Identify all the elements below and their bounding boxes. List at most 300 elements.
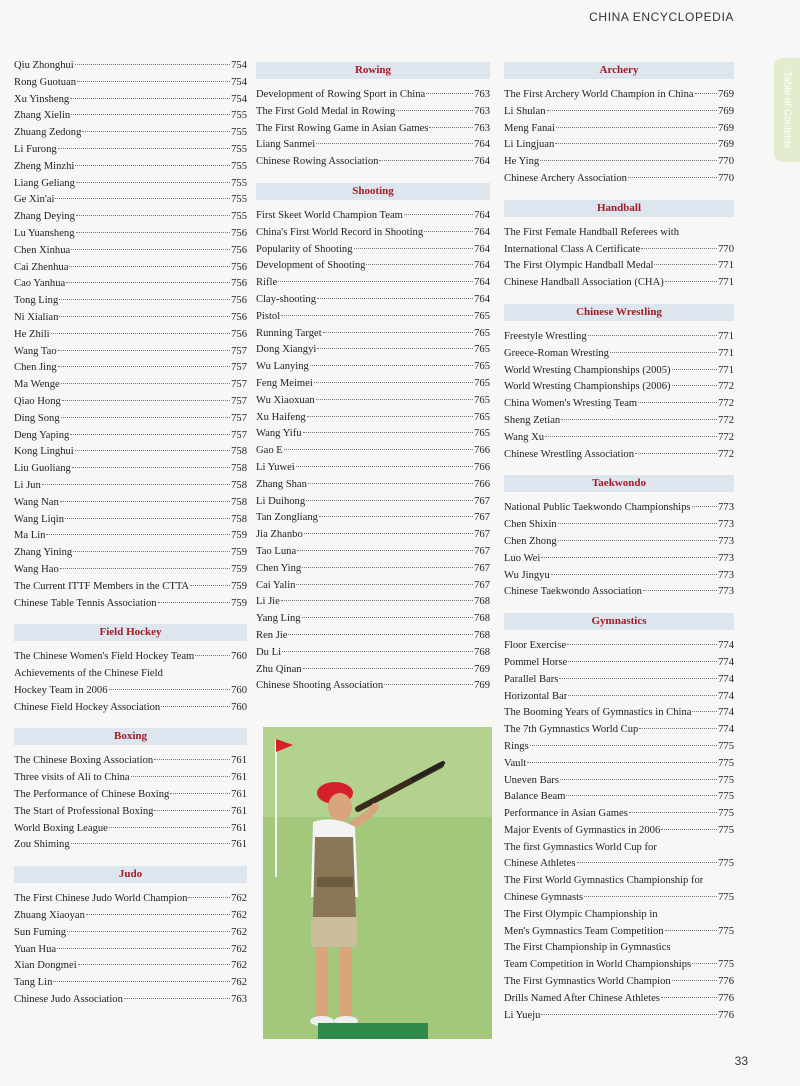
- toc-entry[interactable]: [256, 326, 490, 343]
- toc-entry[interactable]: [14, 770, 247, 787]
- dot-leader: [58, 350, 230, 351]
- entry-title: Zhuang Zedong: [14, 127, 82, 139]
- toc-entry[interactable]: [14, 753, 247, 770]
- entry-page-number: 770: [718, 172, 734, 184]
- entry-page-number: 771: [718, 260, 734, 272]
- toc-entry[interactable]: [14, 528, 247, 545]
- toc-entry[interactable]: [14, 461, 247, 478]
- entry-title: Deng Yaping: [14, 429, 70, 441]
- toc-entry[interactable]: [256, 292, 490, 309]
- toc-entry[interactable]: [14, 293, 247, 310]
- entry-title: Tao Luna: [256, 545, 297, 557]
- toc-entry[interactable]: [14, 58, 247, 75]
- entry-page-number: 765: [474, 411, 490, 423]
- dot-leader: [70, 98, 230, 99]
- toc-entry[interactable]: [504, 121, 734, 138]
- entry-title: Cao Yanhua: [14, 278, 66, 290]
- dot-leader: [672, 369, 718, 370]
- dot-leader: [561, 419, 717, 420]
- toc-entry[interactable]: [14, 596, 247, 613]
- toc-entry[interactable]: [504, 275, 734, 292]
- toc-entry[interactable]: [504, 104, 734, 121]
- toc-column-1: [14, 58, 247, 1009]
- toc-entry[interactable]: [14, 992, 247, 1009]
- entry-title: Ge Xin'ai: [14, 194, 55, 206]
- dot-leader: [53, 981, 230, 982]
- entry-title: Chinese Gymnasts: [504, 892, 584, 904]
- entry-title: Men's Gymnastics Team Competition: [504, 925, 664, 937]
- entry-page-number: 775: [718, 959, 734, 971]
- dot-leader: [643, 590, 717, 591]
- toc-entry[interactable]: [14, 428, 247, 445]
- toc-entry[interactable]: [504, 890, 734, 907]
- toc-entry[interactable]: [504, 534, 734, 551]
- toc-entry[interactable]: [256, 678, 490, 695]
- section-heading: Field Hockey: [14, 624, 247, 641]
- entry-page-number: 775: [718, 740, 734, 752]
- entry-page-number: 759: [231, 530, 247, 542]
- entry-title: Balance Beam: [504, 791, 566, 803]
- entry-page-number: 764: [474, 243, 490, 255]
- dot-leader: [316, 399, 473, 400]
- toc-entry[interactable]: [14, 649, 247, 666]
- dot-leader: [75, 165, 230, 166]
- toc-entry[interactable]: [14, 159, 247, 176]
- entry-page-number: 760: [231, 684, 247, 696]
- toc-entry[interactable]: [256, 258, 490, 275]
- toc-entry[interactable]: [504, 137, 734, 154]
- dot-leader: [57, 948, 230, 949]
- entry-title: Ren Jie: [256, 629, 288, 641]
- entry-title: Wang Yifu: [256, 428, 302, 440]
- toc-entry[interactable]: [14, 975, 247, 992]
- toc-entry[interactable]: [504, 396, 734, 413]
- toc-entry-line[interactable]: [504, 840, 734, 857]
- toc-entry-line[interactable]: [504, 225, 734, 242]
- entry-page-number: 765: [474, 394, 490, 406]
- side-tab[interactable]: [774, 58, 800, 162]
- entry-page-number: 755: [231, 127, 247, 139]
- toc-entry[interactable]: [256, 225, 490, 242]
- toc-entry[interactable]: [256, 242, 490, 259]
- dot-leader: [302, 567, 473, 568]
- entry-page-number: 765: [474, 344, 490, 356]
- toc-entry[interactable]: [256, 376, 490, 393]
- dot-leader: [319, 516, 473, 517]
- toc-entry[interactable]: [256, 460, 490, 477]
- entry-title: He Ying: [504, 156, 540, 168]
- entry-page-number: 754: [231, 76, 247, 88]
- toc-entry[interactable]: [14, 787, 247, 804]
- entry-title: Pistol: [256, 310, 281, 322]
- entry-page-number: 759: [231, 580, 247, 592]
- dot-leader: [61, 417, 230, 418]
- dot-leader: [307, 416, 473, 417]
- toc-entry[interactable]: [256, 393, 490, 410]
- entry-title: The First World Gymnastics Championship for: [504, 875, 704, 887]
- toc-entry-line[interactable]: [504, 940, 734, 957]
- entry-title: Zhu Qinan: [256, 663, 302, 675]
- toc-entry[interactable]: [14, 411, 247, 428]
- toc-entry[interactable]: [504, 773, 734, 790]
- toc-entry[interactable]: [14, 360, 247, 377]
- entry-title: Zhuang Xiaoyan: [14, 910, 85, 922]
- entry-page-number: 775: [718, 791, 734, 803]
- dot-leader: [60, 568, 230, 569]
- toc-entry[interactable]: [504, 346, 734, 363]
- toc-entry[interactable]: [14, 260, 247, 277]
- dot-leader: [195, 655, 230, 656]
- entry-page-number: 772: [718, 414, 734, 426]
- entry-page-number: 773: [718, 569, 734, 581]
- entry-page-number: 768: [474, 629, 490, 641]
- toc-entry[interactable]: [14, 176, 247, 193]
- entry-page-number: 756: [231, 227, 247, 239]
- dot-leader: [556, 127, 717, 128]
- entry-page-number: 755: [231, 194, 247, 206]
- entry-page-number: 761: [231, 789, 247, 801]
- toc-entry[interactable]: [504, 413, 734, 430]
- toc-entry[interactable]: [504, 689, 734, 706]
- entry-title: Liang Geliang: [14, 177, 75, 189]
- toc-entry[interactable]: [256, 275, 490, 292]
- entry-page-number: 765: [474, 428, 490, 440]
- dot-leader: [692, 711, 717, 712]
- toc-entry[interactable]: [504, 739, 734, 756]
- toc-entry[interactable]: [14, 209, 247, 226]
- toc-entry[interactable]: [14, 562, 247, 579]
- toc-entry[interactable]: [256, 662, 490, 679]
- entry-title: Zou Shiming: [14, 839, 70, 851]
- toc-entry[interactable]: [504, 517, 734, 534]
- toc-entry[interactable]: [504, 924, 734, 941]
- toc-entry[interactable]: [256, 309, 490, 326]
- toc-entry[interactable]: [14, 125, 247, 142]
- toc-entry[interactable]: [14, 821, 247, 838]
- toc-entry[interactable]: [14, 683, 247, 700]
- dot-leader: [65, 518, 230, 519]
- toc-entry[interactable]: [504, 568, 734, 585]
- dot-leader: [317, 348, 473, 349]
- toc-entry[interactable]: [504, 756, 734, 773]
- entry-page-number: 762: [231, 977, 247, 989]
- entry-title: Pommel Horse: [504, 656, 568, 668]
- dot-leader: [304, 533, 473, 534]
- entry-page-number: 754: [231, 93, 247, 105]
- toc-entry-line[interactable]: [14, 666, 247, 683]
- toc-entry[interactable]: [256, 527, 490, 544]
- dot-leader: [545, 436, 717, 437]
- entry-title: Chen Ying: [256, 562, 302, 574]
- entry-title: The Current ITTF Members in the CTTA: [14, 580, 190, 592]
- toc-entry[interactable]: [14, 142, 247, 159]
- toc-entry[interactable]: [256, 477, 490, 494]
- dot-leader: [61, 383, 230, 384]
- toc-entry[interactable]: [504, 638, 734, 655]
- toc-entry[interactable]: [14, 495, 247, 512]
- dot-leader: [297, 550, 473, 551]
- dot-leader: [76, 182, 230, 183]
- entry-title: Li Jun: [14, 479, 41, 491]
- toc-entry[interactable]: [256, 561, 490, 578]
- toc-entry[interactable]: [504, 154, 734, 171]
- toc-entry[interactable]: [14, 579, 247, 596]
- entry-page-number: 764: [474, 209, 490, 221]
- toc-entry[interactable]: [256, 359, 490, 376]
- entry-title: Liang Sanmei: [256, 139, 316, 151]
- dot-leader: [558, 523, 717, 524]
- dot-leader: [661, 829, 717, 830]
- toc-entry[interactable]: [14, 226, 247, 243]
- toc-entry[interactable]: [14, 942, 247, 959]
- toc-entry[interactable]: [504, 655, 734, 672]
- toc-entry[interactable]: [504, 242, 734, 259]
- dot-leader: [567, 644, 717, 645]
- toc-entry[interactable]: [504, 806, 734, 823]
- entry-title: Wang Tao: [14, 345, 57, 357]
- toc-entry[interactable]: [14, 512, 247, 529]
- dot-leader: [384, 684, 473, 685]
- toc-entry[interactable]: [14, 276, 247, 293]
- toc-entry[interactable]: [504, 823, 734, 840]
- entry-page-number: 767: [474, 512, 490, 524]
- toc-entry[interactable]: [256, 154, 490, 171]
- dot-leader: [71, 114, 230, 115]
- toc-entry[interactable]: [256, 208, 490, 225]
- dot-leader: [429, 127, 473, 128]
- entry-page-number: 769: [718, 122, 734, 134]
- toc-entry[interactable]: [256, 443, 490, 460]
- entry-title: Ma Wenge: [14, 379, 60, 391]
- toc-entry[interactable]: [256, 611, 490, 628]
- toc-entry[interactable]: [504, 258, 734, 275]
- entry-title: The First Gold Medal in Rowing: [256, 105, 396, 117]
- toc-entry-line[interactable]: [504, 907, 734, 924]
- entry-page-number: 769: [474, 680, 490, 692]
- dot-leader: [303, 432, 474, 433]
- toc-entry[interactable]: [504, 551, 734, 568]
- entry-title: Li Duihong: [256, 495, 306, 507]
- dot-leader: [281, 315, 473, 316]
- toc-entry[interactable]: [14, 108, 247, 125]
- toc-entry[interactable]: [14, 377, 247, 394]
- dot-leader: [288, 634, 473, 635]
- dot-leader: [62, 400, 230, 401]
- entry-title: Zheng Minzhi: [14, 160, 75, 172]
- toc-entry[interactable]: [504, 856, 734, 873]
- entry-title: Xian Dongmei: [14, 960, 77, 972]
- toc-column-2: [256, 58, 490, 695]
- dot-leader: [396, 110, 473, 111]
- entry-page-number: 772: [718, 398, 734, 410]
- toc-entry[interactable]: [14, 394, 247, 411]
- toc-entry[interactable]: [504, 789, 734, 806]
- dot-leader: [76, 215, 230, 216]
- entry-page-number: 756: [231, 328, 247, 340]
- entry-page-number: 767: [474, 579, 490, 591]
- toc-entry[interactable]: [504, 430, 734, 447]
- entry-title: Liu Guoliang: [14, 463, 71, 475]
- entry-title: Tang Lin: [14, 977, 53, 989]
- entry-title: Greece-Roman Wresting: [504, 347, 609, 359]
- entry-page-number: 758: [231, 446, 247, 458]
- entry-title: Chen Shixin: [504, 519, 557, 531]
- toc-entry[interactable]: [504, 500, 734, 517]
- entry-page-number: 757: [231, 395, 247, 407]
- toc-entry[interactable]: [256, 410, 490, 427]
- entry-title: Performance in Asian Games: [504, 808, 628, 820]
- clay-shooter-photo: [263, 727, 492, 1039]
- toc-entry[interactable]: [504, 957, 734, 974]
- dot-leader: [188, 897, 230, 898]
- entry-title: The First Female Handball Referees with: [504, 226, 680, 238]
- toc-entry[interactable]: [504, 584, 734, 601]
- toc-entry[interactable]: [14, 444, 247, 461]
- entry-title: First Skeet World Champion Team: [256, 209, 403, 221]
- entry-title: Li Jie: [256, 596, 280, 608]
- toc-entry[interactable]: [14, 344, 247, 361]
- toc-entry[interactable]: [504, 974, 734, 991]
- entry-page-number: 755: [231, 211, 247, 223]
- toc-entry[interactable]: [504, 87, 734, 104]
- entry-page-number: 776: [718, 992, 734, 1004]
- section-heading: Boxing: [14, 728, 247, 745]
- toc-entry[interactable]: [14, 478, 247, 495]
- entry-title: Uneven Bars: [504, 774, 560, 786]
- entry-title: Hockey Team in 2006: [14, 684, 108, 696]
- toc-entry-line[interactable]: [504, 873, 734, 890]
- dot-leader: [58, 366, 230, 367]
- dot-leader: [665, 281, 717, 282]
- dot-leader: [559, 678, 717, 679]
- toc-entry[interactable]: [14, 700, 247, 717]
- toc-entry[interactable]: [504, 991, 734, 1008]
- toc-entry[interactable]: [504, 379, 734, 396]
- toc-entry[interactable]: [504, 672, 734, 689]
- toc-entry[interactable]: [14, 310, 247, 327]
- toc-entry[interactable]: [504, 329, 734, 346]
- entry-page-number: 765: [474, 361, 490, 373]
- toc-entry[interactable]: [14, 327, 247, 344]
- toc-entry[interactable]: [256, 544, 490, 561]
- dot-leader: [154, 759, 230, 760]
- toc-entry[interactable]: [14, 837, 247, 854]
- toc-entry[interactable]: [256, 137, 490, 154]
- entry-title: The first Gymnastics World Cup for: [504, 841, 657, 853]
- entry-title: The First Olympic Championship in: [504, 908, 658, 920]
- dot-leader: [86, 914, 230, 915]
- entry-page-number: 774: [718, 724, 734, 736]
- toc-entry[interactable]: [14, 243, 247, 260]
- entry-page-number: 764: [474, 226, 490, 238]
- toc-entry[interactable]: [14, 908, 247, 925]
- entry-page-number: 775: [718, 925, 734, 937]
- entry-title: Gao E: [256, 445, 283, 457]
- toc-entry[interactable]: [256, 87, 490, 104]
- dot-leader: [109, 689, 231, 690]
- toc-entry[interactable]: [256, 342, 490, 359]
- entry-title: Du Li: [256, 646, 282, 658]
- toc-entry[interactable]: [504, 171, 734, 188]
- entry-title: Freestyle Wrestling: [504, 330, 587, 342]
- toc-entry[interactable]: [504, 722, 734, 739]
- entry-page-number: 765: [474, 310, 490, 322]
- entry-page-number: 765: [474, 377, 490, 389]
- entry-page-number: 767: [474, 562, 490, 574]
- entry-title: Xu Yinsheng: [14, 93, 70, 105]
- toc-entry[interactable]: [14, 804, 247, 821]
- toc-entry[interactable]: [504, 447, 734, 464]
- entry-page-number: 754: [231, 60, 247, 71]
- entry-title: Tong Ling: [14, 295, 59, 307]
- toc-entry[interactable]: [504, 1008, 734, 1025]
- dot-leader: [77, 81, 230, 82]
- toc-entry[interactable]: [256, 426, 490, 443]
- toc-entry[interactable]: [14, 925, 247, 942]
- entry-page-number: 756: [231, 261, 247, 273]
- entry-title: The First Championship in Gymnastics: [504, 942, 671, 954]
- toc-entry[interactable]: [256, 594, 490, 611]
- toc-entry[interactable]: [14, 958, 247, 975]
- toc-entry[interactable]: [14, 545, 247, 562]
- entry-title: Ni Xialian: [14, 311, 59, 323]
- toc-entry[interactable]: [256, 578, 490, 595]
- section-heading: Rowing: [256, 62, 490, 79]
- entry-page-number: 761: [231, 805, 247, 817]
- toc-entry[interactable]: [504, 705, 734, 722]
- entry-title: Chen Zhong: [504, 535, 557, 547]
- toc-entry[interactable]: [256, 510, 490, 527]
- entry-title: Achievements of the Chinese Field: [14, 668, 163, 680]
- toc-entry[interactable]: [14, 891, 247, 908]
- entry-page-number: 761: [231, 772, 247, 784]
- entry-title: Horizontal Bar: [504, 690, 568, 702]
- dot-leader: [426, 93, 473, 94]
- entry-page-number: 763: [474, 122, 490, 134]
- toc-entry[interactable]: [14, 92, 247, 109]
- entry-title: Li Furong: [14, 143, 57, 155]
- dot-leader: [75, 450, 230, 451]
- entry-page-number: 768: [474, 596, 490, 608]
- toc-entry[interactable]: [256, 121, 490, 138]
- entry-title: World Wresting Championships (2006): [504, 381, 671, 393]
- entry-title: Wu Xiaoxuan: [256, 394, 315, 406]
- entry-page-number: 761: [231, 822, 247, 834]
- toc-entry[interactable]: [504, 363, 734, 380]
- entry-page-number: 756: [231, 278, 247, 290]
- toc-entry[interactable]: [256, 494, 490, 511]
- entry-title: Meng Fanai: [504, 122, 555, 134]
- dot-leader: [70, 434, 230, 435]
- toc-entry[interactable]: [14, 192, 247, 209]
- toc-entry[interactable]: [256, 104, 490, 121]
- entry-page-number: 771: [718, 277, 734, 289]
- dot-leader: [154, 810, 230, 811]
- dot-leader: [317, 298, 473, 299]
- section-heading: Shooting: [256, 183, 490, 200]
- toc-entry[interactable]: [256, 628, 490, 645]
- entry-title: Xu Haifeng: [256, 411, 306, 423]
- toc-entry[interactable]: [256, 645, 490, 662]
- dot-leader: [692, 963, 717, 964]
- entry-page-number: 757: [231, 412, 247, 424]
- entry-page-number: 758: [231, 496, 247, 508]
- entry-title: Drills Named After Chinese Athletes: [504, 992, 660, 1004]
- toc-entry[interactable]: [14, 75, 247, 92]
- entry-page-number: 768: [474, 613, 490, 625]
- dot-leader: [555, 143, 717, 144]
- dot-leader: [76, 232, 231, 233]
